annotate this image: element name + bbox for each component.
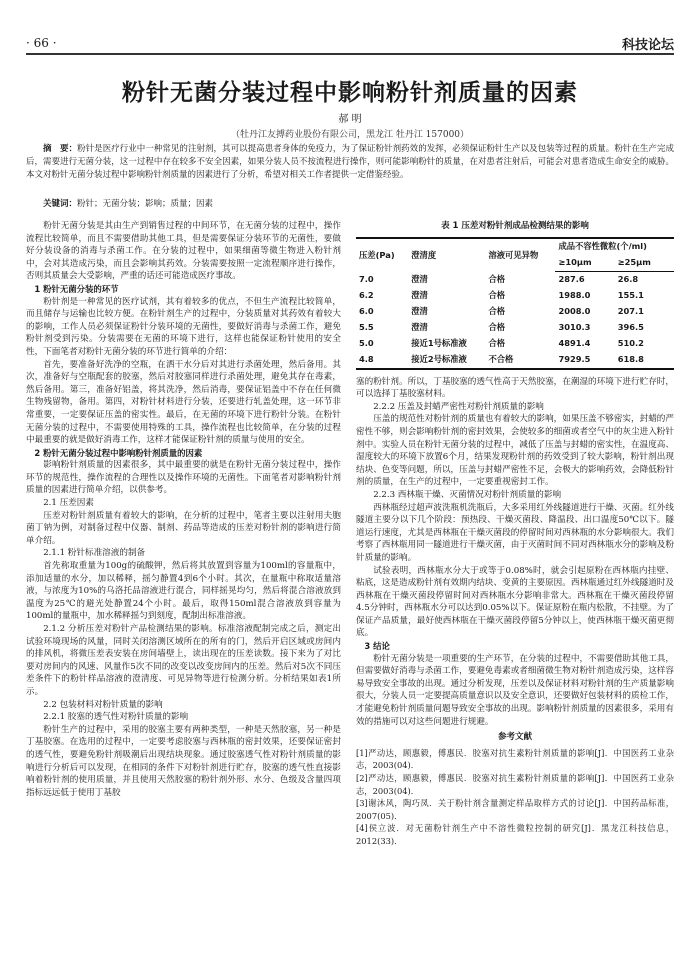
table-cell: 澄清 bbox=[411, 274, 428, 285]
section-heading: 3 结论 bbox=[364, 641, 390, 652]
table-cell: 澄清 bbox=[411, 290, 428, 301]
table-caption: 表 1 压差对粉针剂成品检测结果的影响 bbox=[441, 221, 589, 231]
table-row bbox=[356, 320, 674, 336]
table-row bbox=[356, 352, 674, 369]
body-paragraph: 2.1.2 分析压差对粉针产品检测结果的影响。标准溶液配制完成之后，测定出试验环境现场的风量，同时关闭溶测区域所在的所有的门，然后开启区域或房间内的排风机，将微压差表安装在房间墙壁上，读出现在的压差读数。接下来为了对比要对房间内的风速、风量作5次不同的改变以改变房间内的压差。然后对5次不同压差条件下的粉针样品溶液的澄清度、可见异物等进行检测分析。分析结果如表1所示。 bbox=[26, 624, 341, 697]
table-cell: 合格 bbox=[488, 322, 506, 333]
table-cell: 5.5 bbox=[359, 322, 374, 333]
table-header-visible-particles: 溶液可见异物 bbox=[485, 238, 555, 272]
table-subheader-25um: ≥25μm bbox=[615, 255, 674, 272]
reference-item: [2]严动达，顾惠毅，傅惠民．胶塞对抗生素粉针剂质量的影响[J]．中国医药工业杂志，2003(04)． bbox=[356, 773, 674, 796]
author-affiliation: （牡丹江友搏药业股份有限公司，黑龙江 牡丹江 157000） bbox=[230, 130, 470, 140]
table-row bbox=[356, 288, 674, 304]
table-header-insoluble-particles: 成品不容性微粒(个/ml) bbox=[555, 238, 674, 255]
table-cell: 26.8 bbox=[617, 274, 639, 285]
table-cell: 7.0 bbox=[359, 274, 374, 285]
section-heading: 2.1.1 粉针标准溶液的制备 bbox=[43, 548, 146, 559]
section-heading: 2.2 包装材料对粉针质量的影响 bbox=[43, 699, 163, 710]
abstract-text: 粉针是医疗行业中一种常见的注射剂，其可以提高患者身体的免疫力，为了保证粉针剂药效的发挥，必须保证粉针生产以及包装等过程的质量。粉针在生产完成后，需要进行无菌分装，这一过程中存在较多不安全因素，如果分装人员不按流程进行操作，则可能影响粉针的质量，在对患者注射后，可能会对患者造成生命安全的威胁。本文对粉针无菌分装过程中影响粉针剂质量的因素进行了分析，希望对相关工作者提供一定借鉴经验。 bbox=[26, 144, 674, 180]
body-paragraph: 首先，要准备好洗净的空瓶，在洒干水分后对其进行杀菌处理，然后备用。其次，准备好与空瓶配套的胶塞，然后对胶塞同样进行杀菌处理，避免其存在毒素，然后备用。第三，准备好铝盖，将其洗净，然后消毒，要保证铝盖中不存在任何微生物残留物，备用。第四，对粉针材料进行分装，还要进行轧盖处理，这一环节非常重要，一定要保证压盖的密实性。最后，在无菌的环境下进行粉针分装。在粉针无菌分装的过程中，不需要使用特殊的工具，操作流程也比较简单，在分装的过程中最重要的就是做好消毒工作，这样才能保证粉针剂的质量与使用的安全。 bbox=[26, 359, 341, 446]
table-subheader-10um: ≥10μm bbox=[555, 255, 614, 272]
table-cell: 合格 bbox=[488, 338, 506, 349]
body-paragraph: 影响粉针剂质量的因素很多，其中最重要的就是在粉针无菌分装过程中，操作环节的规范性，操作流程的合理性以及操作环境的无菌性。下面笔者对影响粉针剂质量的因素进行简单介绍，以供参考。 bbox=[26, 460, 341, 496]
table-cell: 510.2 bbox=[617, 338, 644, 349]
references-list bbox=[356, 747, 674, 848]
article-author: 郝 明 bbox=[338, 114, 362, 125]
table-row bbox=[356, 336, 674, 352]
body-paragraph: 塞的粉针剂。所以，丁基胶塞的透气性高于天然胶塞，在潮湿的环境下进行贮存时，可以选择丁基胶塞材料。 bbox=[356, 376, 674, 400]
keywords bbox=[26, 197, 674, 209]
table-cell: 7929.5 bbox=[555, 352, 614, 369]
body-paragraph: 压差对粉针剂质量有着较大的影响，在分析的过程中，笔者主要以注射用夫胞菌丁钠为例，对制备过程中仪器、制剂、药品等造成的压差对粉针剂的影响进行简单介绍。 bbox=[26, 510, 341, 546]
journal-name: 科技论坛 bbox=[621, 38, 674, 53]
table-header-pressure: 压差(Pa) bbox=[356, 238, 408, 272]
article-title: 粉针无菌分装过程中影响粉针剂质量的因素 bbox=[122, 80, 578, 106]
table-cell: 618.8 bbox=[615, 352, 674, 369]
references-title: 参考文献 bbox=[497, 732, 532, 743]
reference-item: [4]侯立波．对无菌粉针剂生产中不溶性微粒控制的研究[J]．黑龙江科技信息，2012(33)． bbox=[356, 823, 674, 846]
table-cell: 澄清 bbox=[411, 306, 428, 317]
table-1 bbox=[356, 220, 674, 370]
table-cell: 4.8 bbox=[356, 352, 408, 369]
header-rule bbox=[26, 53, 674, 55]
body-paragraph: 试验表明，西林瓶水分大于或等于0.08%时，就会引起原粉在西林瓶内挂壁、粘底，这是造成粉针剂有效期内结块、变黄的主要原因。西林瓶通过红外线隧道时及西林瓶在干燥灭菌段停留时间对西林瓶水分影响非常大。西林瓶在干燥灭菌段停留4.5分钟时，西林瓶水分可以达到0.05%以下。保证原粉在瓶内松散，不挂壁。为了保证产品质量，最好使西林瓶在干燥灭菌段停留5分钟以上，使西林瓶干燥灭菌更彻底。 bbox=[356, 565, 674, 639]
table-row bbox=[356, 304, 674, 320]
reference-item: [3]谢沐风，陶巧凤．关于粉针剂含量测定样品取样方式的讨论[J]．中国药品标准，2007(05)． bbox=[356, 798, 674, 821]
table-cell: 合格 bbox=[488, 290, 506, 301]
abstract-label: 摘 要： bbox=[43, 144, 78, 154]
table-cell: 6.2 bbox=[359, 290, 374, 301]
page-number: · 66 · bbox=[26, 36, 57, 50]
body-paragraph: 粉针剂是一种常见的医疗试剂，其有着较多的优点，不但生产流程比较简单，而且储存与运输也比较方便。在粉针剂生产的过程中，分装质量对其药效有着较大的影响，工作人员必须保证粉针分装环境的无菌性，要做好消毒与杀菌工作，避免粉针剂受到污染。分装需要在无菌的环境下进行，这样也能保证粉针使用的安全性，下面笔者对粉针无菌分装的环节进行简单的介绍： bbox=[26, 296, 341, 357]
table-cell: 287.6 bbox=[558, 274, 585, 285]
table-row bbox=[356, 271, 674, 288]
table-cell: 4891.4 bbox=[558, 338, 591, 349]
right-column-text bbox=[356, 376, 674, 729]
keywords-label: 关键词： bbox=[43, 199, 78, 209]
pressure-difference-table bbox=[356, 237, 674, 370]
table-cell: 1988.0 bbox=[558, 290, 591, 301]
body-paragraph: 粉针生产的过程中，采用的胶塞主要有两种类型，一种是天然胶塞，另一种是丁基胶塞。在选用的过程中，一定要考虑胶塞与西林瓶的密封效果，还要保证密封的透气性，要避免粉针剂吸潮后出现结块现象。通过胶塞透气性对粉针剂质量的影响进行分析后可以发现，在相同的条件下对粉针剂进行贮存，胶塞的透气性直接影响着粉针剂的使用质量，并且使用天然胶塞的粉针剂外形、水分、色级及含量四项指标远远低于使用丁基胶 bbox=[26, 724, 341, 798]
section-heading: 1 粉针无菌分装的环节 bbox=[34, 283, 119, 294]
table-header-clarity: 澄清度 bbox=[408, 238, 485, 272]
keywords-text: 粉针；无菌分装；影响；质量；因素 bbox=[77, 199, 214, 209]
table-cell: 155.1 bbox=[617, 290, 644, 301]
table-cell: 接近2号标准液 bbox=[408, 352, 485, 369]
section-heading: 2.1 压差因素 bbox=[43, 498, 94, 509]
table-cell: 207.1 bbox=[617, 306, 644, 317]
right-column bbox=[356, 220, 674, 848]
body-paragraph: 粉针无菌分装是一项重要的生产环节，在分装的过程中，不需要借助其他工具，但需要做好消毒与杀菌工作，要避免毒素或者细菌微生物对粉针剂造成污染，这样容易导致安全事故的出现。通过分析发现，压差以及保证材料对粉针剂的生产质量影响很大，分装人员一定要提高质量意识以及安全意识，还要做好包装材料的质检工作，才能避免粉针剂质量问题导致安全事故的出现。影响粉针剂质量的因素很多，采用有效的措施可以对这些问题进行规避。 bbox=[356, 653, 674, 727]
table-cell: 不合格 bbox=[485, 352, 555, 369]
table-cell: 396.5 bbox=[617, 322, 644, 333]
table-cell: 6.0 bbox=[359, 306, 374, 317]
section-heading: 2 粉针无菌分装过程中影响粉针剂质量的因素 bbox=[34, 447, 203, 458]
body-paragraph: 首先称取重量为100g的硫酸钾，然后将其放置到容量为100ml的容量瓶中，添加适量的水分，加以稀释，摇匀静置4到6个小时。其次，在量瓶中称取适量溶液，与浓度为10%的乌洛托品溶液进行混合，同样摇晃均匀，然后将混合溶液放到温度为25℃的避光处静置24个小时。最后，取得150ml混合溶液放到容量为100ml的量瓶中，加水稀释摇匀到刻度，配制出标准溶液。 bbox=[26, 561, 341, 622]
body-paragraph: 压盖的规范性对粉针剂的质量也有着较大的影响，如果压盖不够密实，封蜡的严密性不够，则会影响粉针剂的密封效果，会使较多的细菌或者空气中的灰尘进入粉针剂中。实验人员在粉针无菌分装的过程中，减低了压盖与封蜡的密实性，在温度高、湿度较大的环境下放置6个月，结果发现粉针剂的药效受到了较大影响，粉针剂出现结块、色变等问题，所以，压盖与封蜡严密性不足，会极大的影响药效，会降低粉针剂的质量，在生产的过程中，一定要重视密封工作。 bbox=[356, 414, 674, 488]
table-cell: 接近1号标准液 bbox=[411, 338, 467, 349]
reference-item: [1]严动达，顾惠毅，傅惠民．胶塞对抗生素粉针剂质量的影响[J]．中国医药工业杂志，2003(04)． bbox=[356, 747, 674, 771]
table-cell: 澄清 bbox=[411, 322, 428, 333]
section-heading: 2.2.2 压盖及封蜡严密性对粉针剂质量的影响 bbox=[373, 401, 544, 412]
abstract bbox=[26, 143, 674, 182]
table-cell: 5.0 bbox=[359, 338, 374, 349]
table-cell: 合格 bbox=[488, 274, 506, 285]
section-heading: 2.2.1 胶塞的透气性对粉针质量的影响 bbox=[43, 712, 189, 723]
section-heading: 2.2.3 西林瓶干燥、灭菌情况对粉针剂质量的影响 bbox=[373, 489, 562, 500]
page-header bbox=[26, 30, 674, 52]
table-cell: 合格 bbox=[488, 306, 506, 317]
table-cell: 2008.0 bbox=[558, 306, 591, 317]
body-paragraph: 粉针无菌分装是其由生产到销售过程的中间环节，在无菌分装的过程中，操作流程比较简单，而且不需要借助其他工具，但是需要保证分装环节的无菌性，要做好分装设备的消毒与杀菌工作。在分装的过程中，如果细菌等微生物进入粉针剂中，会对其造成污染，而且会影响其药效。分装需要按照一定流程顺序进行操作，否则其质量会大受影响，严重的话还可能造成医疗事故。 bbox=[26, 221, 341, 282]
table-cell: 3010.3 bbox=[558, 322, 591, 333]
body-paragraph: 西林瓶经过超声波洗瓶机洗瓶后，大多采用红外线隧道进行干燥、灭菌。红外线隧道主要分以下几个阶段：预热段、干燥灭菌段、降温段、出口温度50℃以下。隧道运行速度，尤其是西林瓶在干燥灭菌段的停留时间对西林瓶的水分影响很大。我们考察了西林瓶用同一隧道进行干燥灭菌，由于灭菌时间不同对西林瓶水分的影响及粉针质量的影响。 bbox=[356, 502, 674, 563]
left-column bbox=[26, 220, 341, 799]
